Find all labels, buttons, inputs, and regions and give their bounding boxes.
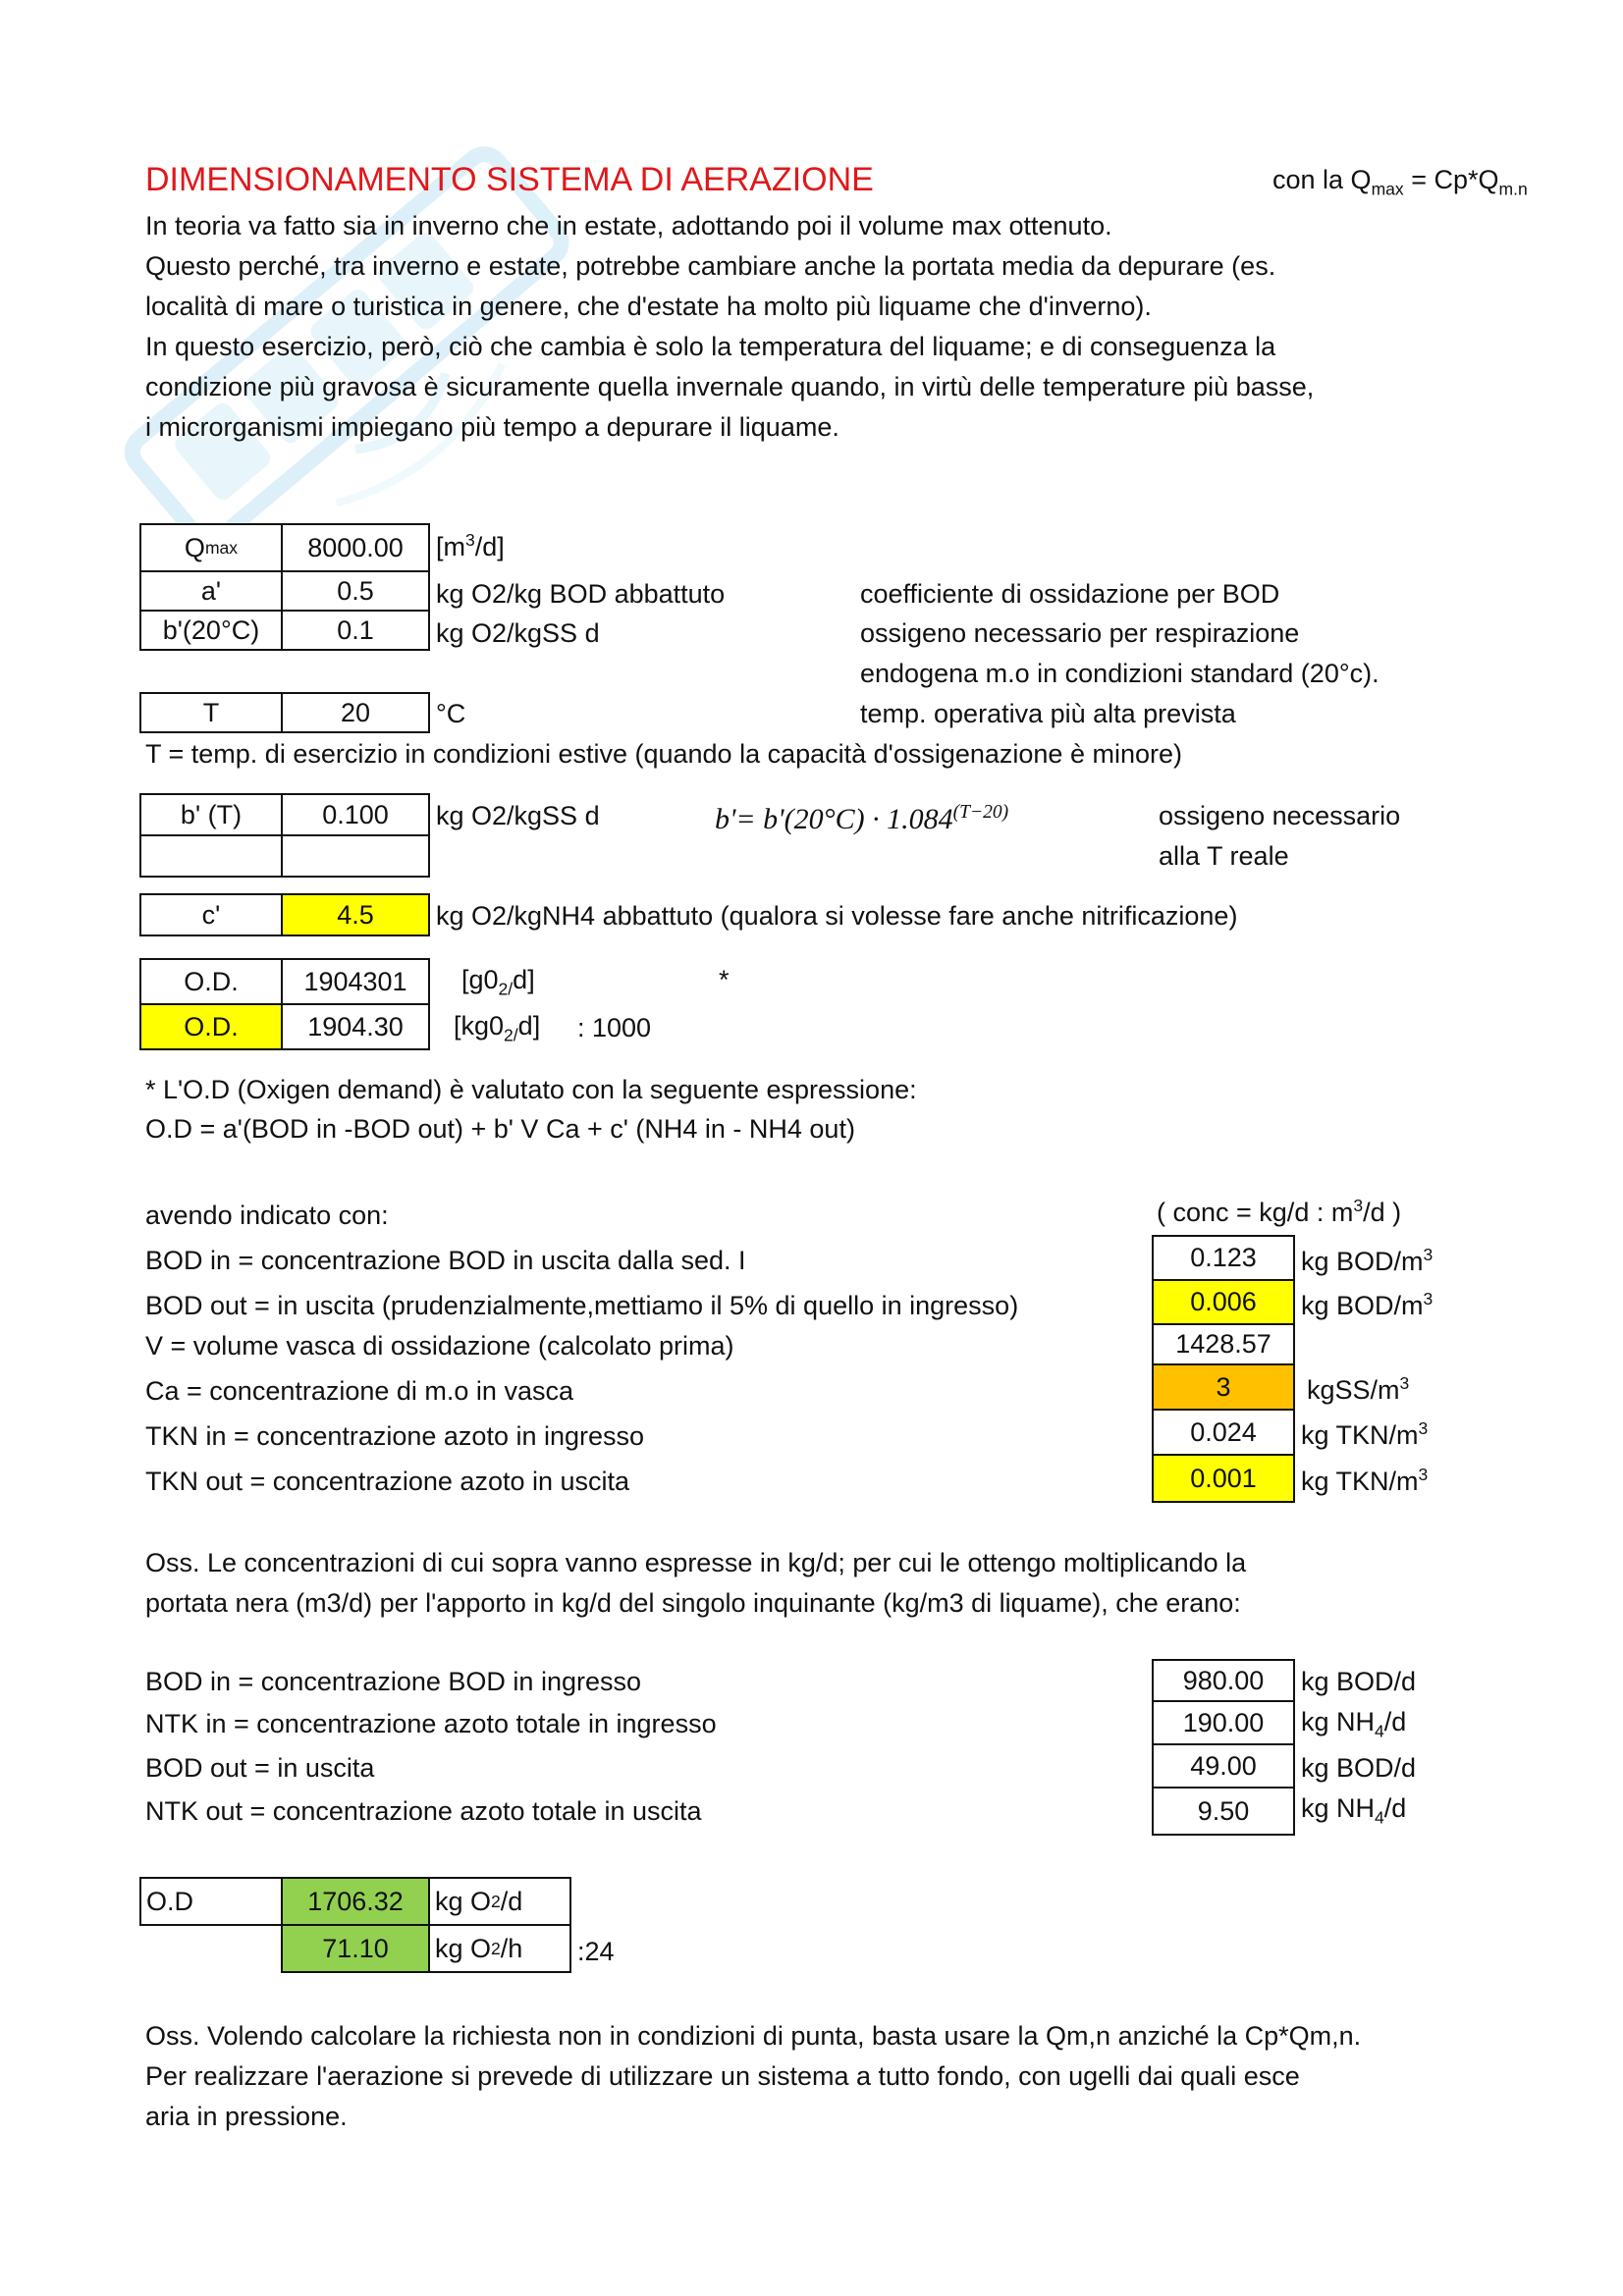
od-g-label-cell: O.D.	[139, 958, 283, 1005]
conc-row-label: TKN out = concentrazione azoto in uscita	[145, 1467, 630, 1496]
bt-unit: kg O2/kgSS d	[436, 801, 600, 830]
od-note-1: * L'O.D (Oxigen demand) è valutato con la seguente espressione:	[145, 1075, 917, 1104]
conc-row-unit: kg TKN/$m^3$	[1301, 1418, 1429, 1450]
empty-cell	[139, 834, 283, 878]
c-label-cell: c'	[139, 893, 283, 936]
load-row-label: BOD in = concentrazione BOD in ingresso	[145, 1667, 641, 1696]
t-unit: °C	[436, 699, 466, 728]
result-value-hour: 71.10	[281, 1924, 430, 1973]
conc-row-label: BOD in = concentrazione BOD in uscita dalla sed. I	[145, 1246, 746, 1275]
conc-header: ( conc = kg/d : $m^3/d$ )	[1157, 1196, 1402, 1227]
load-row-value: 49.00	[1152, 1743, 1295, 1789]
qmax-value-cell: 8000.00	[281, 523, 430, 572]
t-note: T = temp. di esercizio in condizioni estive (quando la capacità d'ossigenazione è minore)	[145, 739, 1182, 769]
result-label-cell: O.D	[139, 1877, 283, 1926]
t-label-cell: T	[139, 692, 283, 733]
conc-row-value: 0.123	[1152, 1235, 1295, 1281]
od-kg-unit: $[kg0_{2/}d]$	[454, 1011, 541, 1045]
load-row-value: 9.50	[1152, 1787, 1295, 1836]
od-g-value-cell: 1904301	[281, 958, 430, 1005]
intro-line: località di mare o turistica in genere, che d'estate ha molto più liquame che d'inverno).	[145, 292, 1152, 321]
page-title: DIMENSIONAMENTO SISTEMA DI AERAZIONE	[145, 161, 874, 198]
conc-row-label: BOD out = in uscita (prudenzialmente,mettiamo il 5% di quello in ingresso)	[145, 1291, 1019, 1320]
conc-row-unit: kg TKN/$m^3$	[1301, 1465, 1429, 1496]
load-row-value: 190.00	[1152, 1700, 1295, 1745]
intro-paragraph	[145, 206, 1314, 448]
c-unit: kg O2/kgNH4 abbattuto (qualora si volesse fare anche nitrificazione)	[436, 901, 1238, 931]
note-line: portata nera (m3/d) per l'apporto in kg/d del singolo inquinante (kg/m3 di liquame), che erano:	[145, 1588, 1241, 1618]
result-unit-day: kg O 2 /d	[428, 1877, 571, 1926]
t-value-cell: 20	[281, 692, 430, 733]
load-row-unit: kg $NH_4/d$	[1301, 1793, 1407, 1828]
result-divisor: :24	[577, 1937, 615, 1966]
bt-description-2: alla T reale	[1159, 841, 1289, 871]
intro-line: In questo esercizio, però, ciò che cambia è solo la temperatura del liquame; e di conseguenza la	[145, 332, 1276, 361]
load-row-unit: kg BOD/d	[1301, 1753, 1417, 1783]
od-star: *	[719, 965, 730, 994]
result-value-day: 1706.32	[281, 1877, 430, 1926]
load-row-unit: kg $NH_4/d$	[1301, 1707, 1407, 1741]
intro-line: condizione più gravosa è sicuramente quella invernale quando, in virtù delle temperature più basse,	[145, 372, 1315, 401]
b20-description-2: endogena m.o in condizioni standard (20°c).	[860, 659, 1380, 688]
load-row-label: NTK out = concentrazione azoto totale in uscita	[145, 1796, 702, 1826]
load-row-label: NTK in = concentrazione azoto totale in ingresso	[145, 1709, 717, 1738]
qmax-unit: $[m^3/d]$	[436, 530, 505, 561]
conc-row-label: Ca = concentrazione di m.o in vasca	[145, 1376, 573, 1406]
conc-row-unit: kgSS/$m^3$	[1307, 1373, 1410, 1405]
bt-description-1: ossigeno necessario	[1159, 801, 1401, 830]
od-divisor: : 1000	[577, 1013, 652, 1042]
od-kg-label-cell: O.D.	[139, 1003, 283, 1050]
note-line: aria in pressione.	[145, 2102, 348, 2131]
od-note-2: O.D = a'(BOD in -BOD out) + b' V Ca + c' (NH4 in - NH4 out)	[145, 1114, 855, 1144]
b20-label-cell: b'(20°C)	[139, 610, 283, 651]
conc-row-value: 3	[1152, 1363, 1295, 1411]
a-unit: kg O2/kg BOD abbattuto	[436, 579, 726, 609]
conc-row-label: V = volume vasca di ossidazione (calcolato prima)	[145, 1331, 734, 1361]
conc-row-value: 1428.57	[1152, 1323, 1295, 1365]
load-row-unit: kg BOD/d	[1301, 1667, 1417, 1696]
b20-value-cell: 0.1	[281, 610, 430, 651]
conc-row-value: 0.001	[1152, 1454, 1295, 1503]
note-line: Per realizzare l'aerazione si prevede di utilizzare un sistema a tutto fondo, con ugelli dai quali esce	[145, 2061, 1300, 2091]
note-paragraph-1	[145, 1543, 1246, 1624]
conc-row-value: 0.006	[1152, 1279, 1295, 1325]
od-g-unit: $[g0_{2/}d]$	[461, 965, 535, 999]
c-value-cell: 4.5	[281, 893, 430, 936]
empty-cell	[281, 834, 430, 878]
a-label-cell: a'	[139, 570, 283, 612]
load-row-value: 980.00	[1152, 1659, 1295, 1702]
conc-row-unit: kg BOD/$m^3$	[1301, 1289, 1434, 1320]
bt-label-cell: b' (T)	[139, 793, 283, 836]
title-formula: con la $Q_{max} = Cp*Q_{m.n}$	[1272, 165, 1528, 199]
b20-description-1: ossigeno necessario per respirazione	[860, 618, 1300, 648]
conc-row-label: TKN in = concentrazione azoto in ingresso	[145, 1421, 645, 1451]
conc-row-unit: kg BOD/$m^3$	[1301, 1245, 1434, 1276]
load-row-label: BOD out = in uscita	[145, 1753, 375, 1783]
note-paragraph-2	[145, 2016, 1361, 2137]
note-line: Oss. Le concentrazioni di cui sopra vanno espresse in kg/d; per cui le ottengo moltiplicando la	[145, 1548, 1247, 1577]
result-unit-hour: kg O 2 /h	[428, 1924, 571, 1973]
a-description: coefficiente di ossidazione per BOD	[860, 579, 1280, 609]
note-line: Oss. Volendo calcolare la richiesta non in condizioni di punta, basta usare la Qm,n anziché la Cp*Qm,n.	[145, 2021, 1362, 2051]
intro-line: In teoria va fatto sia in inverno che in estate, adottando poi il volume max ottenuto.	[145, 211, 1112, 240]
intro-line: i microrganismi impiegano più tempo a depurare il liquame.	[145, 412, 839, 442]
a-value-cell: 0.5	[281, 570, 430, 612]
bt-value-cell: 0.100	[281, 793, 430, 836]
conc-row-value: 0.024	[1152, 1409, 1295, 1456]
t-description: temp. operativa più alta prevista	[860, 699, 1236, 728]
qmax-label-cell: Q max	[139, 523, 283, 572]
bt-formula: $b'= b'(20^\circ C) \cdot 1.084^{(T-20)}$	[715, 802, 1009, 835]
b20-unit: kg O2/kgSS d	[436, 618, 600, 648]
intro-line: Questo perché, tra inverno e estate, potrebbe cambiare anche la portata media da depurare (es.	[145, 251, 1276, 281]
conc-intro: avendo indicato con:	[145, 1201, 389, 1230]
od-kg-value-cell: 1904.30	[281, 1003, 430, 1050]
